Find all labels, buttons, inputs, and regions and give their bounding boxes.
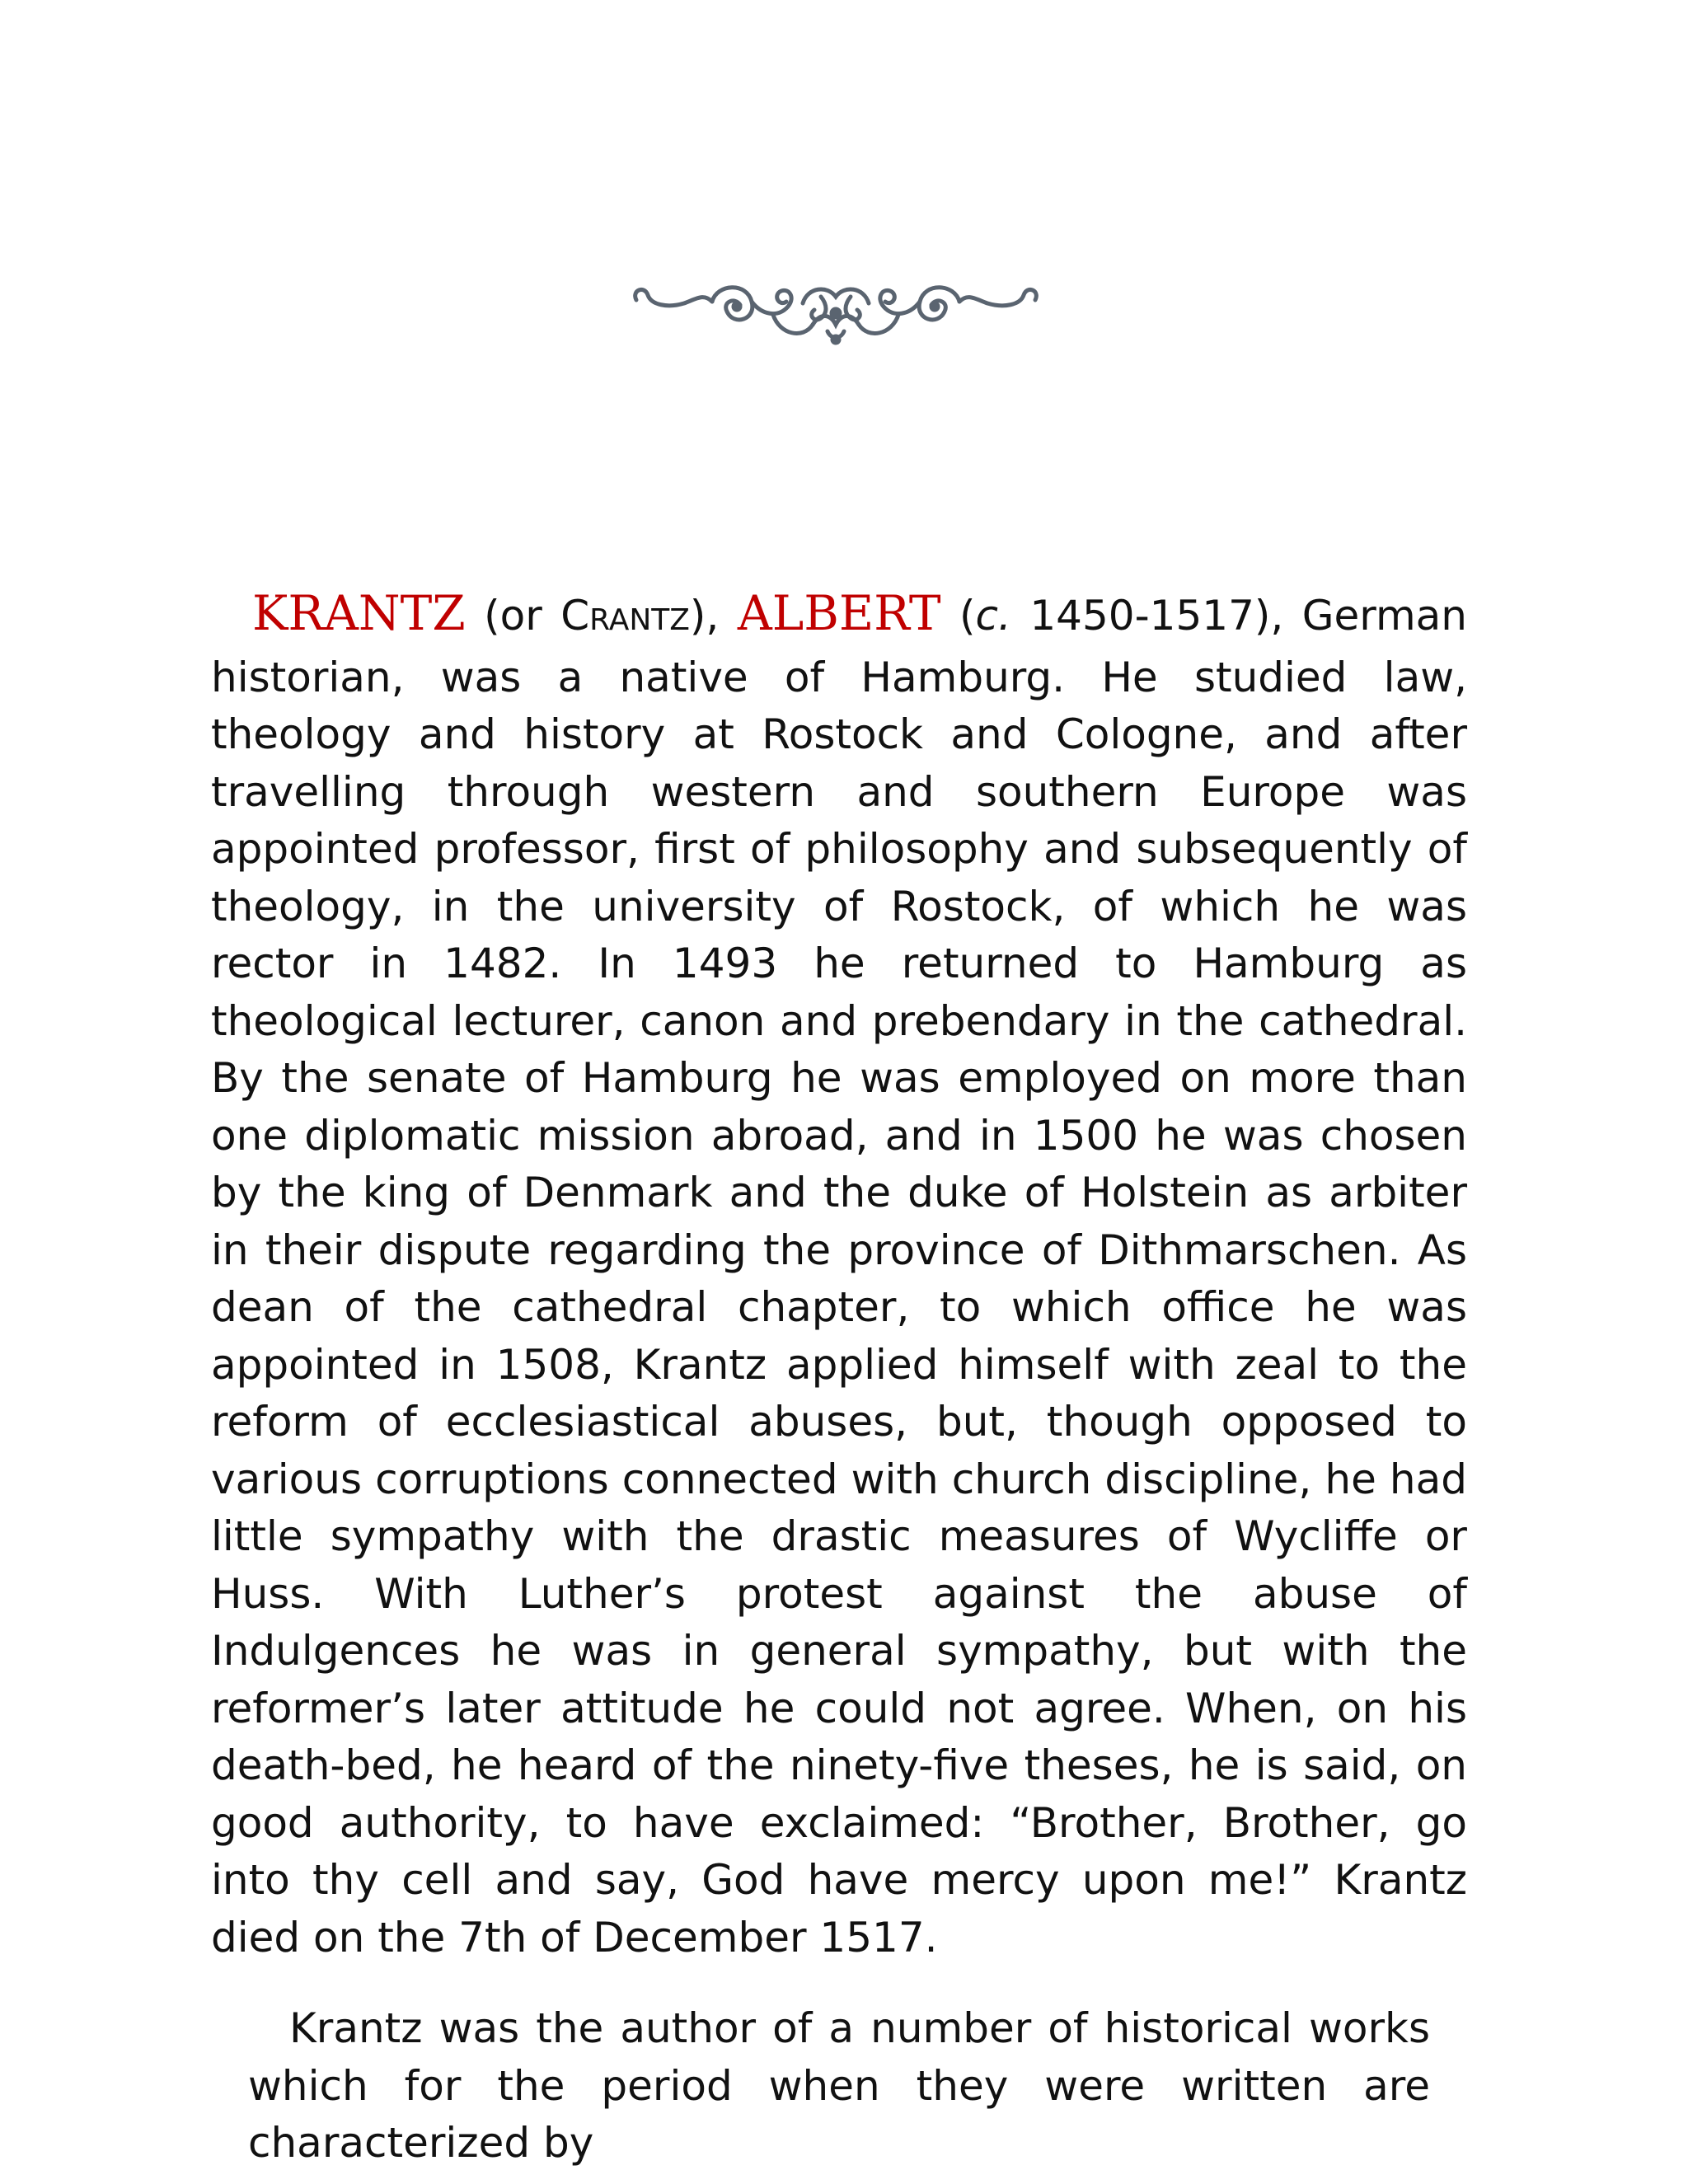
article-paragraph-2: Krantz was the author of a number of historical works which for the period when they were written are characterized by bbox=[248, 2004, 1430, 2167]
article-body-text: 1450-1517), German historian, was a native of Hamburg. He studied law, theology and history at Rostock and Cologne, and after travelling through western and southern Europe was appointed professor, first of philosophy and subsequently of theology, in the university of Rostock, of which he was rector in 1482. In 1493 he returned to Hamburg as theological lecturer, canon and prebendary in the cathedral. By the senate of Hamburg he was employed on more than one diplomatic mission abroad, and in 1500 he was chosen by the king of Denmark and the duke of Holstein as arbiter in their dispute regarding the province of Dithmarschen. As dean of the cathedral chapter, to which office he was appointed in 1508, Krantz applied himself with zeal to the reform of ecclesiastical abuses, but, though opposed to various corruptions connected with church discipline, he had little sympathy with the drastic measures of Wycliffe or Huss. With Luther’s protest against the abuse of Indulgences he was in general sympathy, but with the reformer’s later attitude he could not agree. When, on his death-bed, he heard of the ninety-five theses, he is said, on good authority, to have exclaimed: “Brother, Brother, go into thy cell and say, God have mercy upon me!” Krantz died on the 7th of December 1517. bbox=[211, 592, 1467, 1961]
variant-spelling-open: (or C bbox=[465, 592, 590, 640]
dates-open: ( bbox=[940, 592, 976, 640]
headword-forename: ALBERT bbox=[737, 585, 941, 641]
article-paragraph-1 bbox=[211, 585, 1467, 1966]
variant-spelling-close: ), bbox=[689, 592, 738, 640]
encyclopedia-article bbox=[211, 585, 1467, 2172]
headword-surname: KRANTZ bbox=[252, 585, 466, 641]
circa-abbreviation: c. bbox=[975, 592, 1011, 640]
variant-spelling-smallcaps: RANTZ bbox=[589, 603, 690, 637]
decorative-flourish-ornament bbox=[626, 265, 1045, 356]
